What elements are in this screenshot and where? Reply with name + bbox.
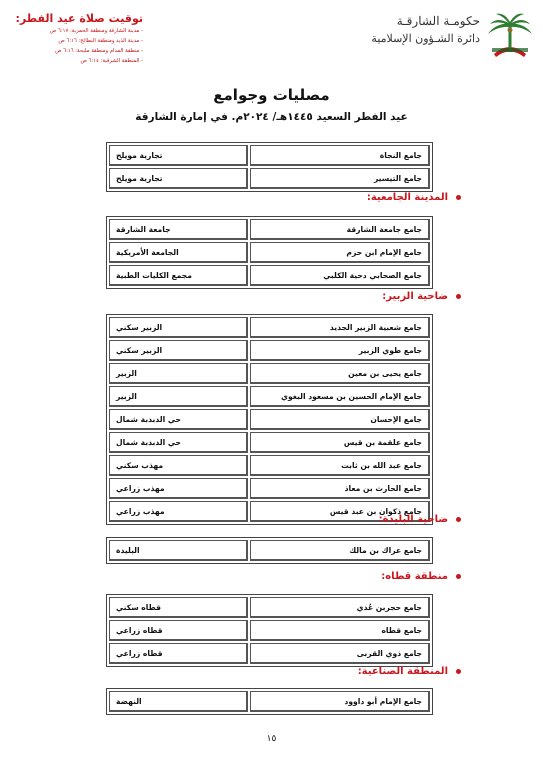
mosque-name-cell: جامع النجاة (250, 145, 430, 166)
page-number: ١٥ (266, 734, 277, 744)
section-label: ضاحية الزبير: (382, 291, 448, 302)
mosques-table-zubair (106, 314, 433, 525)
table-row (109, 540, 430, 561)
mosque-name-cell: جامع شعبية الزبير الجديد (250, 317, 430, 338)
area-name-cell: حي الدبدبة شمال (109, 409, 248, 430)
table-row (109, 620, 430, 641)
mosques-table-university (106, 216, 433, 289)
logo-department-name: دائرة الشـؤون الإسلامية (371, 32, 480, 45)
prayer-time-line: - مدينة الشارقة ومنطقة الحمرية: ٦:١٧ ص (49, 28, 143, 34)
table-row (109, 409, 430, 430)
mosque-name-cell: جامع يحيى بن معين (250, 363, 430, 384)
area-name-cell: مهذب زراعي (109, 478, 248, 499)
table-row (109, 145, 430, 166)
area-name-cell: جامعة الشارقة (109, 219, 248, 240)
prayer-time-line: - منطقة المدام ومنطقة مليحة: ٦:١٦ ص (55, 48, 143, 54)
mosque-name-cell: جامع عراك بن مالك (250, 540, 430, 561)
prayer-time-line: - المنطقة الشرقية: ٦:١٤ ص (80, 58, 143, 64)
area-name-cell: مهذب زراعي (109, 501, 248, 522)
bullet-icon (456, 517, 461, 522)
mosques-table-top (106, 142, 433, 192)
table-row (109, 363, 430, 384)
mosque-name-cell: جامع ذوي القربى (250, 643, 430, 664)
table-row (109, 219, 430, 240)
mosque-name-cell: جامع الإمام أبو داوود (250, 691, 430, 712)
area-name-cell: الزبير سكني (109, 340, 248, 361)
logo-government-name: حكومـة الشارقـة (396, 14, 480, 28)
table-row (109, 168, 430, 189)
area-name-cell: الجامعة الأمريكية (109, 242, 248, 263)
palm-emblem-icon (484, 10, 536, 60)
table-row (109, 432, 430, 453)
mosque-name-cell: جامع علقمة بن قيس (250, 432, 430, 453)
section-heading-zubair (382, 291, 461, 302)
prayer-times-block (8, 12, 143, 66)
mosque-name-cell: جامع طوي الزبير (250, 340, 430, 361)
section-label: المنطقة الصناعية: (357, 666, 448, 677)
area-name-cell: تجارية مويلح (109, 168, 248, 189)
table-row (109, 242, 430, 263)
area-name-cell: مجمع الكليات الطبية (109, 265, 248, 286)
mosque-name-cell: جامع جامعة الشارقة (250, 219, 430, 240)
mosque-name-cell: جامع ذكوان بن عبد قيس (250, 501, 430, 522)
mosque-name-cell: جامع التيسير (250, 168, 430, 189)
section-label: المدينة الجامعية: (366, 192, 448, 203)
mosque-name-cell: جامع الإمام ابن حزم (250, 242, 430, 263)
area-name-cell: الزبير (109, 386, 248, 407)
prayer-time-line: - مدينة الذيد ومنطقة البطائح: ٦:١٦ ص (58, 38, 143, 44)
area-name-cell: مهذب سكني (109, 455, 248, 476)
table-row (109, 691, 430, 712)
prayer-times-title: توقيت صلاة عيد الفطر: (15, 12, 143, 25)
table-row (109, 478, 430, 499)
page-subtitle: عيد الفطر السعيد ١٤٤٥هـ/ ٢٠٢٤م. في إمارة الشارقة (135, 111, 408, 123)
area-name-cell: الزبير (109, 363, 248, 384)
area-name-cell: الزبير سكني (109, 317, 248, 338)
table-row (109, 597, 430, 618)
area-name-cell: قطاه سكني (109, 597, 248, 618)
mosques-table-bulaida (106, 537, 433, 564)
table-row (109, 643, 430, 664)
table-row (109, 317, 430, 338)
government-logo (360, 10, 538, 60)
table-row (109, 455, 430, 476)
section-label: منطقة قطاه: (381, 571, 448, 582)
page-title: مصليات وجوامع (213, 86, 330, 104)
section-heading-bulaida (379, 514, 461, 525)
bullet-icon (456, 669, 461, 674)
mosque-name-cell: جامع حجربن عُدي (250, 597, 430, 618)
mosque-name-cell: جامع الإحسان (250, 409, 430, 430)
area-name-cell: حي الدبدبة شمال (109, 432, 248, 453)
table-row (109, 340, 430, 361)
mosque-name-cell: جامع الإمام الحسين بن مسعود البغوي (250, 386, 430, 407)
mosque-name-cell: جامع عبد الله بن ثابت (250, 455, 430, 476)
mosque-name-cell: جامع الصحابي دحية الكلبي (250, 265, 430, 286)
area-name-cell: قطاه زراعي (109, 643, 248, 664)
area-name-cell: قطاه زراعي (109, 620, 248, 641)
bullet-icon (456, 294, 461, 299)
mosque-name-cell: جامع قطاه (250, 620, 430, 641)
section-heading-industrial (358, 666, 461, 677)
area-name-cell: النهضة (109, 691, 248, 712)
table-row (109, 386, 430, 407)
section-label: ضاحية البليدة: (378, 514, 448, 525)
bullet-icon (456, 574, 461, 579)
area-name-cell: تجارية مويلح (109, 145, 248, 166)
table-row (109, 265, 430, 286)
area-name-cell: البليدة (109, 540, 248, 561)
mosques-table-qatta (106, 594, 433, 667)
section-heading-university (367, 192, 461, 203)
bullet-icon (456, 195, 461, 200)
section-heading-qatta (381, 571, 461, 582)
mosques-table-industrial (106, 688, 433, 715)
mosque-name-cell: جامع الحارث بن معاذ (250, 478, 430, 499)
